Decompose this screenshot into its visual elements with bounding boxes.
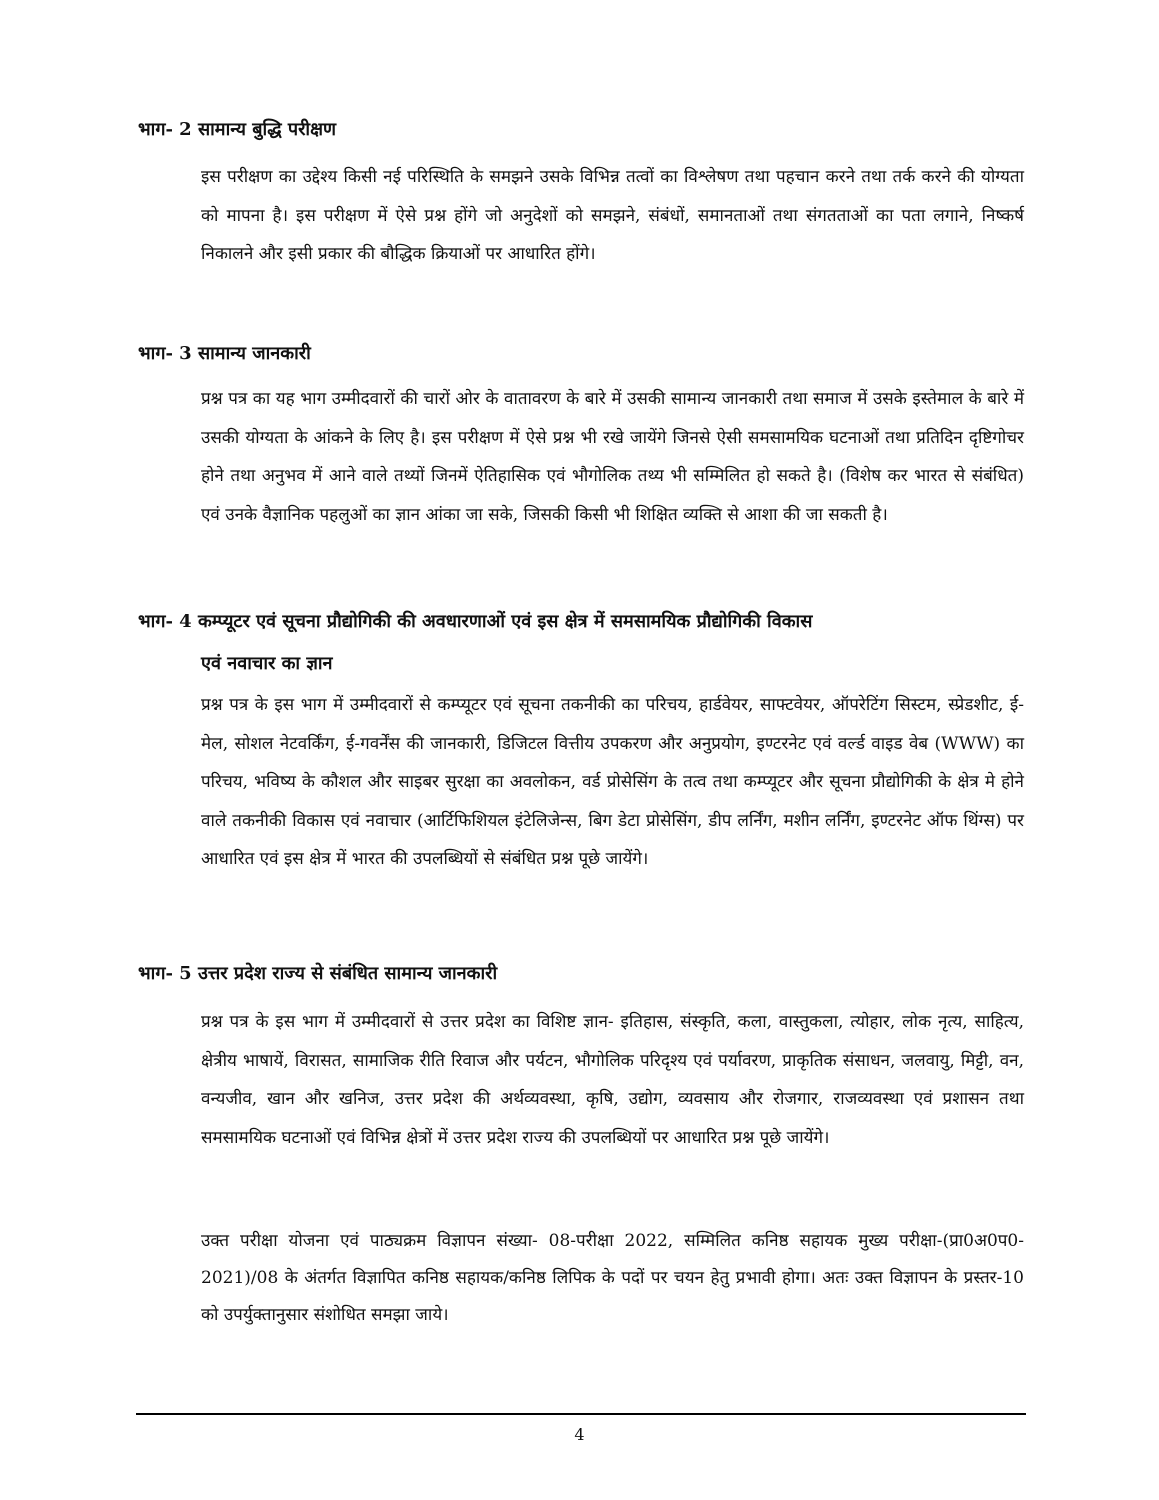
section-heading-part-3: भाग- 3 सामान्य जानकारी [138,343,311,364]
closing-note: उक्त परीक्षा योजना एवं पाठ्यक्रम विज्ञापन संख्या- 08-परीक्षा 2022, सम्मिलित कनिष्ठ सहायक मुख्य परीक्षा-(प्रा0अ0प0-2021)/08 के अंतर्गत विज्ञापित कनिष्ठ सहायक/कनिष्ठ लिपिक के पदों पर चयन हेतु प्रभावी होगा। अतः उक्त विज्ञापन के प्रस्तर-10 को उपर्युक्तानुसार संशोधित समझा जाये। [201,1231,1024,1325]
footer-divider [136,1413,1026,1415]
section-heading-part-5: भाग- 5 उत्तर प्रदेश राज्य से संबंधित सामान्य जानकारी [138,963,498,984]
section-text-part-2: इस परीक्षण का उद्देश्य किसी नई परिस्थिति के समझने उसके विभिन्न तत्वों का विश्लेषण तथा पहचान करने तथा तर्क करने की योग्यता को मापना है। इस परीक्षण में ऐसे प्रश्न होंगे जो अनुदेशों को समझने, संबंधों, समानताओं तथा संगतताओं का पता लगाने, निष्कर्ष निकालने और इसी प्रकार की बौद्धिक क्रियाओं पर आधारित होंगे। [201,167,1024,265]
section-heading-part-4-line-2: एवं नवाचार का ज्ञान [201,653,333,674]
section-text-part-5: प्रश्न पत्र के इस भाग में उम्मीदवारों से उत्तर प्रदेश का विशिष्ट ज्ञान- इतिहास, संस्कृति, कला, वास्तुकला, त्योहार, लोक नृत्य, साहित्य, क्षेत्रीय भाषायें, विरासत, सामाजिक रीति रिवाज और पर्यटन, भौगोलिक परिदृश्य एवं पर्यावरण, प्राकृतिक संसाधन, जलवायु, मिट्टी, वन, वन्यजीव, खान और खनिज, उत्तर प्रदेश की अर्थव्यवस्था, कृषि, उद्योग, व्यवसाय और रोजगार, राजव्यवस्था एवं प्रशासन तथा समसामयिक घटनाओं एवं विभिन्न क्षेत्रों में उत्तर प्रदेश राज्य की उपलब्धियों पर आधारित प्रश्न पूछे जायेंगे। [201,1012,1024,1148]
section-heading-part-4 [138,601,1028,685]
section-heading-part-4-line-1: भाग- 4 कम्प्यूटर एवं सूचना प्रौद्योगिकी की अवधारणाओं एवं इस क्षेत्र में समसामयिक प्रौद्योगिकी विकास [138,611,813,632]
section-text-part-4: प्रश्न पत्र के इस भाग में उम्मीदवारों से कम्प्यूटर एवं सूचना तकनीकी का परिचय, हार्डवेयर, साफ्टवेयर, ऑपरेटिंग सिस्टम, स्प्रेडशीट, ई-मेल, सोशल नेटवर्किंग, ई-गवर्नेंस की जानकारी, डिजिटल वित्तीय उपकरण और अनुप्रयोग, इण्टरनेट एवं वर्ल्ड वाइड वेब (WWW) का परिचय, भविष्य के कौशल और साइबर सुरक्षा का अवलोकन, वर्ड प्रोसेसिंग के तत्व तथा कम्प्यूटर और सूचना प्रौद्योगिकी के क्षेत्र मे होने वाले तकनीकी विकास एवं नवाचार (आर्टिफिशियल इंटेलिजेन्स, बिग डेटा प्रोसेसिंग, डीप लर्निंग, मशीन लर्निंग, इण्टरनेट ऑफ थिंग्स) पर आधारित एवं इस क्षेत्र में भारत की उपलब्धियों से संबंधित प्रश्न पूछे जायेंगे। [201,695,1024,870]
section-heading-part-2: भाग- 2 सामान्य बुद्धि परीक्षण [138,119,337,140]
section-text-part-3: प्रश्न पत्र का यह भाग उम्मीदवारों की चारों ओर के वातावरण के बारे में उसकी सामान्य जानकारी तथा समाज में उसके इस्तेमाल के बारे में उसकी योग्यता के आंकने के लिए है। इस परीक्षण में ऐसे प्रश्न भी रखे जायेंगे जिनसे ऐसी समसामयिक घटनाओं तथा प्रतिदिन दृष्टिगोचर होने तथा अनुभव में आने वाले तथ्यों जिनमें ऐतिहासिक एवं भौगोलिक तथ्य भी सम्मिलित हो सकते है। (विशेष कर भारत से संबंधित) एवं उनके वैज्ञानिक पहलुओं का ज्ञान आंका जा सके, जिसकी किसी भी शिक्षित व्यक्ति से आशा की जा सकती है। [201,389,1024,525]
page-number: 4 [574,1425,585,1444]
